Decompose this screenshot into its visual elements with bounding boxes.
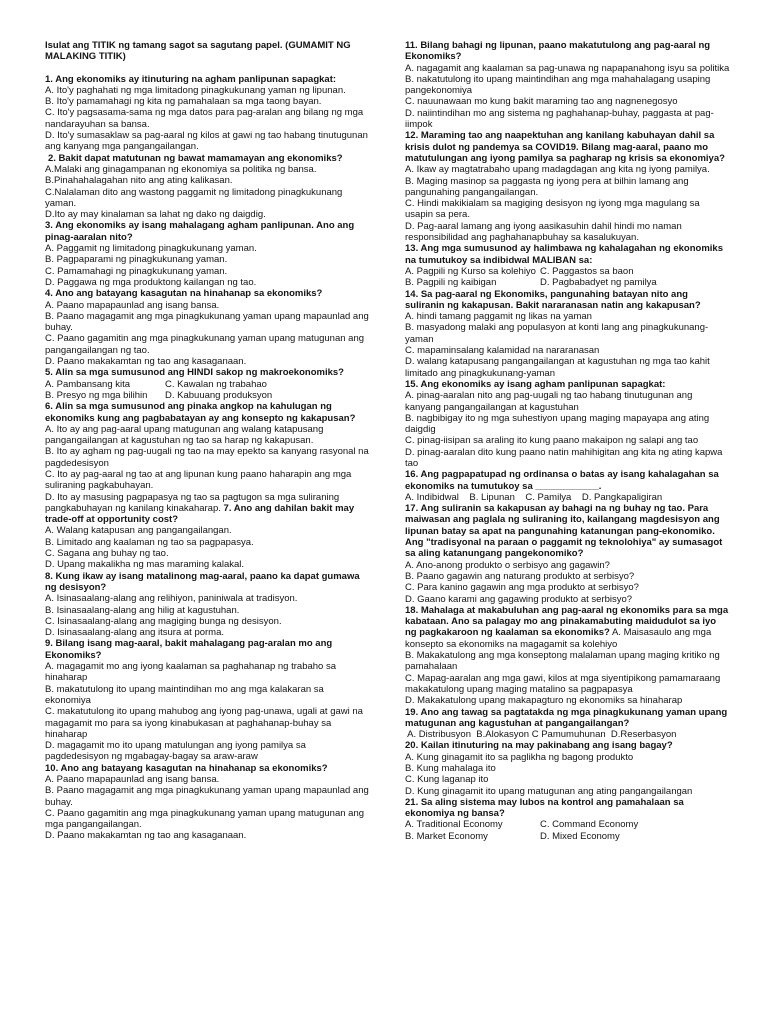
option-c: C. Pamamahagi ng pinagkukunang yaman.: [45, 265, 228, 277]
question-text: 17. Ang suliranin sa kakapusan ay bahagi na ng buhay ng tao. Para maiwasan ang paglala ng suliraning ito, kailangang magdesisyon ang lipunan batay sa apat na pangunahing katanungan pang-ekonomiko. Ang "tradisyonal na paraan o paggamit ng teknolohiya" ay sumasagot sa aling katanungang pangekonomiko?: [405, 503, 723, 560]
question-11: [405, 40, 730, 130]
question-3: [45, 220, 370, 288]
option-c: C. Para kanino gagawin ang mga produkto at serbisyo?: [405, 582, 639, 594]
option-b: B. Makakatulong ang mga konseptong malalaman upang maging kritiko ng pamahalaan: [405, 650, 720, 673]
option-b: B. Pagpili ng kaibigan: [405, 277, 497, 289]
option-b: B. Presyo ng mga bilihin: [45, 389, 148, 401]
question-8: [45, 571, 370, 639]
option-c: C. Paano gagamitin ang mga pinagkukunang yaman upang matugunan ang mga pangangailangan.: [45, 807, 365, 831]
question-17: [405, 503, 730, 605]
option-d: D. magagamit mo ito upang matulungan ang iyong pamilya sa pagdedesisyon ng mgabagay-bagay sa araw-araw: [45, 740, 306, 763]
option-a: A. Paggamit ng limitadong pinagkukunang yaman.: [45, 243, 257, 255]
option-row: [405, 819, 730, 830]
option-d: D. Paano makakamtan ng tao ang kasaganaan.: [45, 830, 247, 842]
option-a: A. Paano mapapaunlad ang isang bansa.: [45, 299, 220, 311]
option-b: B.Pinahahalagahan nito ang ating kalikasan.: [45, 175, 233, 187]
option-b: B. nagbibigay ito ng mga suhestiyon upang maging mapayapa ang ating daigdig: [405, 412, 710, 436]
option-a: A. Ikaw ay magtatrabaho upang madagdagan ang kita ng iyong pamilya.: [405, 164, 710, 176]
option-row: [405, 831, 730, 842]
option-b: B. Pagpaparami ng pinagkukunang yaman.: [45, 254, 228, 266]
option-a: A. nagagamit ang kaalaman sa pag-unawa ng napapanahong isyu sa politika: [405, 62, 730, 74]
question-13: [405, 243, 730, 288]
option-d: D. naiintindihan mo ang sistema ng paghahanap-buhay, paggasta at pag-iimpok: [405, 107, 714, 131]
question-text: 19. Ano ang tawag sa pagtatakda ng mga pinagkukunang yaman upang matugunan ang kagustuhan at pangangailangan?: [405, 706, 728, 729]
option-c: C. nauunawaan mo kung bakit maraming tao ang nagnenegosyo: [405, 96, 678, 108]
option-c: C. Sagana ang buhay ng tao.: [45, 548, 169, 560]
instructions: Isulat ang TITIK ng tamang sagot sa sagutang papel. (GUMAMIT NG MALAKING TITIK): [45, 40, 351, 63]
question-text: 3. Ang ekonomiks ay isang mahalagang agham panlipunan. Ano ang pinag-aaralan nito?: [45, 220, 355, 243]
option-a: A. hindi tamang paggamit ng likas na yaman: [405, 311, 592, 323]
option-a: A. pinag-aaralan nito ang pag-uugali ng tao habang tinutugunan ang kanyang pangangailangan at kagustuhan: [405, 390, 693, 413]
option-c: C. Kung laganap ito: [405, 774, 489, 786]
option-b: B. Paano magagamit ang mga pinagkukunang yaman upang mapaunlad ang buhay.: [45, 310, 369, 334]
question-text: 6. Alin sa mga sumusunod ang pinaka angkop na kahulugan ng ekonomiks kung ang pagbabatayan ay ang konsepto ng kakapusan?: [45, 401, 356, 424]
right-column: [405, 40, 730, 842]
option-b: B. Paano gagawin ang naturang produkto at serbisyo?: [405, 570, 635, 582]
option-c: C. Mapag-aaralan ang mga gawi, kilos at mga siyentipikong pamamaraang makakatulong upang maging matalino sa pagpapasya: [405, 672, 721, 695]
question-21: [405, 797, 730, 842]
option-a: A. Traditional Economy: [405, 819, 503, 831]
option-d-with-q7: [45, 492, 370, 526]
question-2: [45, 153, 370, 221]
left-column: [45, 40, 370, 842]
question-10: [45, 763, 370, 842]
option-a: A. Ito ay ang pag-aaral upang matugunan ang walang katapusang pangangailangan at kagustuhan ng tao sa harap ng kakapusan.: [45, 423, 324, 447]
option-d: D.Ito ay may kinalaman sa lahat ng dako ng daigdig.: [45, 209, 266, 221]
option-d: D. Isinasaalang-alang ang itsura at porma.: [45, 627, 225, 639]
option-c: C. pinag-iisipan sa araling ito kung paano makaipon ng salapi ang tao: [405, 435, 699, 447]
option-a: A. Ano-anong produkto o serbisyo ang gagawin?: [405, 559, 610, 571]
options-row: A. Distribusyon B.Alokasyon C Pamumuhunan D.Reserbasyon: [405, 729, 677, 741]
option-c: C. mapaminsalang kalamidad na nararanasan: [405, 345, 600, 357]
question-18: [405, 605, 730, 707]
option-d: D. Makakatulong upang makapagturo ng ekonomiks sa hinaharap: [405, 695, 683, 707]
option-d: D. Kung ginagamit ito upang matugunan ang ating pangangailangan: [405, 785, 693, 797]
option-c: C. Ito ay pag-aaral ng tao at ang lipunan kung paano haharapin ang mga suliraning pagkabuhayan.: [45, 468, 352, 492]
option-a: A. Paano mapapaunlad ang isang bansa.: [45, 774, 220, 785]
option-c: C.Nalalaman dito ang wastong paggamit ng limitadong pinagkukunang yaman.: [45, 186, 343, 209]
option-a: A. Pambansang kita: [45, 378, 131, 390]
option-d: D. Ito ay masusing pagpapasya ng tao sa pagtugon sa mga suliraning pangkabuhayan ng kanilang kinakaharap.: [45, 491, 340, 514]
option-c: C. Command Economy: [540, 819, 639, 831]
option-c: C. Hindi makikialam sa magiging desisyon ng iyong mga magulang sa usapin sa pera.: [405, 198, 700, 221]
option-b: B. Limitado ang kaalaman ng tao sa pagpapasya.: [45, 536, 254, 548]
option-b: B. Ito'y pamamahagi ng kita ng pamahalaan sa mga taong bayan.: [45, 96, 322, 108]
question-1: [45, 74, 370, 153]
question-7: [45, 525, 370, 570]
option-d: D. pinag-aaralan dito kung paano natin mahihigitan ang kita ng ating kapwa tao: [405, 446, 723, 469]
option-c: C. Paano gagamitin ang mga pinagkukunang yaman upang matugunan ang pangangailangan ng tao.: [45, 333, 365, 356]
option-b: B. Paano magagamit ang mga pinagkukunang yaman upang mapaunlad ang buhay.: [45, 785, 369, 808]
question-text: 11. Bilang bahagi ng lipunan, paano makatutulong ang pag-aaral ng Ekonomiks?: [405, 40, 711, 63]
question-text: 14. Sa pag-aaral ng Ekonomiks, pangunahing batayan nito ang suliranin ng kakapusan. Bakit nararanasan natin ang kakapusan?: [405, 288, 701, 311]
question-16: [405, 469, 730, 503]
question-5: [45, 367, 370, 401]
question-text: 10. Ano ang batayang kasagutan na hinahanap sa ekonomiks?: [45, 762, 328, 774]
option-d: D. Kabuuang produksyon: [165, 389, 273, 401]
option-d: D. Ito'y sumasaklaw sa pag-aaral ng kilos at gawi ng tao habang tinutugunan ang kanyang mga pangangailangan.: [45, 130, 368, 153]
option-b: B. nakatutulong ito upang maintindihan ang mga mahahalagang usaping pangekonomiya: [405, 73, 711, 97]
question-4: [45, 288, 370, 367]
question-15: [405, 379, 730, 469]
question-19: [405, 707, 730, 741]
option-a: A. Pagpili ng Kurso sa kolehiyo: [405, 265, 536, 277]
option-a: A.Malaki ang ginagampanan ng ekonomiya sa politika ng bansa.: [45, 163, 317, 175]
question-text: 16. Ang pagpapatupad ng ordinansa o batas ay isang kahalagahan sa ekonomiks na tumutukoy sa ____________.: [405, 469, 719, 492]
question-7-text: 7. Ano ang dahilan bakit may trade-off at opportunity cost?: [45, 502, 355, 526]
question-9: [45, 638, 370, 762]
question-text: 21. Sa aling sistema may lubos na kontrol ang pamahalaan sa ekonomiya ng bansa?: [405, 796, 684, 820]
question-text-with-a: [405, 605, 730, 650]
option-a: A. Maisasaulo ang mga konsepto sa ekonomiks na magagamit sa kolehiyo: [405, 627, 712, 650]
option-row: [45, 379, 370, 390]
question-text: 1. Ang ekonomiks ay itinuturing na agham panlipunan sapagkat:: [45, 73, 337, 85]
option-b: B. Ito ay agham ng pag-uugali ng tao na may epekto sa kanyang rasyonal na pagdedesisyon: [45, 446, 369, 469]
question-14: [405, 289, 730, 379]
question-text: 18. Mahalaga at makabuluhan ang pag-aaral ng ekonomiks para sa mga kabataan. Ano sa palagay mo ang pinakamabuting maidudulot sa iyo ng pagkakaroon ng kaalaman sa ekonomiks?: [405, 604, 729, 639]
option-a: A. Walang katapusan ang pangangailangan.: [45, 525, 232, 537]
option-c: C. Paggastos sa baon: [540, 265, 634, 277]
option-row: [45, 390, 370, 401]
question-text: 12. Maraming tao ang naapektuhan ang kanilang kabuhayan dahil sa krisis dulot ng pandemya sa COVID19. Bilang mag-aaral, paano mo matutulungan ang iyong pamilya sa pagharap ng krisis sa ekonomiya?: [405, 130, 725, 164]
question-text: 4. Ano ang batayang kasagutan na hinahanap sa ekonomiks?: [45, 288, 323, 300]
option-row: [405, 266, 730, 277]
option-d: D. Mixed Economy: [540, 830, 620, 842]
question-12: [405, 130, 730, 243]
option-d: D. Paggawa ng mga produktong kailangan ng tao.: [45, 276, 257, 288]
option-c: C. makatutulong ito upang mahubog ang iyong pag-unawa, ugali at gawi na magagamit mo para sa iyong kinabukasan at paghahanap-buhay sa hinaharap: [45, 706, 363, 740]
option-b: B. Maging masinop sa paggasta ng iyong pera at bilhin lamang ang pangunahing pangangailangan.: [405, 175, 689, 198]
option-d: D. Paano makakamtan ng tao ang kasaganaan.: [45, 356, 247, 368]
option-a: A. Ito'y paghahati ng mga limitadong pinagkukunang yaman ng lipunan.: [45, 84, 346, 96]
question-20: [405, 740, 730, 796]
option-d: D. Pagbabadyet ng pamilya: [540, 277, 657, 289]
options-row: A. Indibidwal B. Lipunan C. Pamilya D. Pangkapaligiran: [405, 491, 663, 503]
option-b: B. Kung mahalaga ito: [405, 763, 496, 774]
option-c: C. Kawalan ng trabahao: [165, 378, 267, 390]
option-d: D. Upang makalikha ng mas maraming kalakal.: [45, 559, 245, 571]
option-c: C. Isinasaalang-alang ang magiging bunga ng desisyon.: [45, 615, 282, 627]
question-text: 13. Ang mga sumusunod ay halimbawa ng kahalagahan ng ekonomiks na tumutukoy sa indibidwal MALIBAN sa:: [405, 243, 723, 266]
question-text: 20. Kailan itinuturing na may pakinabang ang isang bagay?: [405, 740, 673, 752]
option-d: D. Gaano karami ang gagawing produkto at serbisyo?: [405, 593, 633, 605]
option-a: A. magagamit mo ang iyong kaalaman sa paghahanap ng trabaho sa hinaharap: [45, 661, 337, 684]
option-b: B. Market Economy: [405, 830, 488, 842]
option-d: D. Pag-aaral lamang ang iyong aasikasuhin dahil hindi mo naman responsibilidad ang paghahanapbuhay sa kasalukuyan.: [405, 220, 682, 244]
question-text: 5. Alin sa mga sumusunod ang HINDI sakop ng makroekonomiks?: [45, 367, 344, 379]
option-b: B. masyadong malaki ang populasyon at konti lang ang pinagkukunang-yaman: [405, 322, 709, 345]
question-6: [45, 401, 370, 525]
question-text: 2. Bakit dapat matutunan ng bawat mamamayan ang ekonomiks?: [48, 152, 343, 164]
option-row: [405, 277, 730, 288]
option-a: A. Isinasaalang-alang ang relihiyon, paniniwala at tradisyon.: [45, 593, 298, 605]
option-c: C. Ito'y pagsasama-sama ng mga datos para pag-aralan ang bilang ng mga nandarayuhan sa bansa.: [45, 107, 364, 130]
option-a: A. Kung ginagamit ito sa paglikha ng bagong produkto: [405, 751, 634, 763]
question-text: 8. Kung ikaw ay isang matalinong mag-aaral, paano ka dapat gumawa ng desisyon?: [45, 570, 360, 593]
question-text: 15. Ang ekonomiks ay isang agham panlipunan sapagkat:: [405, 378, 666, 390]
option-d: D. walang katapusang pangangailangan at kagustuhan ng mga tao kahit limitado ang pinagkukunang-yaman: [405, 356, 710, 379]
question-text: 9. Bilang isang mag-aaral, bakit mahalagang pag-aralan mo ang Ekonomiks?: [45, 638, 333, 661]
option-b: B. makatutulong ito upang maintindihan mo ang mga kalakaran sa ekonomiya: [45, 683, 324, 706]
option-b: B. Isinasaalang-alang ang hilig at kagustuhan.: [45, 604, 240, 616]
